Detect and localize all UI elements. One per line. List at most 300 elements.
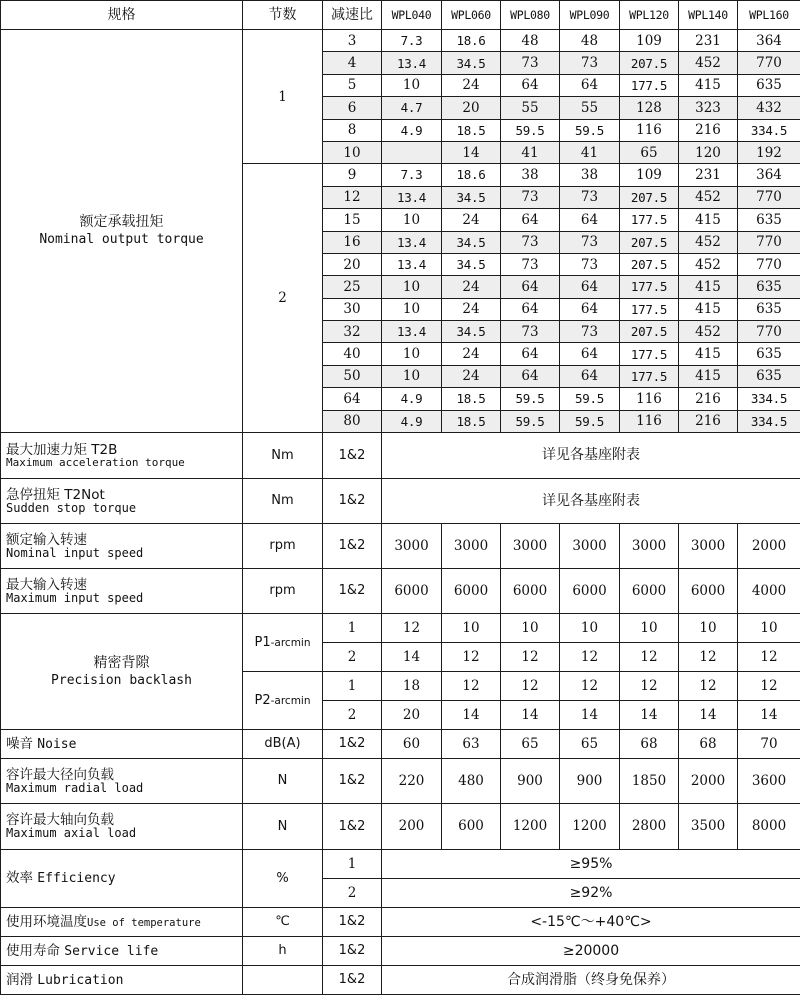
torque-ratio: 8 (323, 119, 382, 141)
axial-value: 2800 (620, 804, 679, 850)
torque-cell: 109 (620, 164, 679, 186)
torque-cell: 64 (560, 74, 620, 96)
backlash-stage: 2 (323, 701, 382, 730)
nominal-speed-value: 3000 (679, 524, 738, 569)
torque-cell: 73 (501, 186, 560, 208)
nominal-speed-unit: rpm (243, 524, 323, 569)
header-stages: 节数 (243, 1, 323, 30)
backlash-value: 14 (620, 701, 679, 730)
axial-value: 200 (382, 804, 442, 850)
accel-unit: Nm (243, 433, 323, 479)
torque-cell: 452 (679, 321, 738, 343)
torque-cell: 18.5 (442, 388, 501, 410)
temperature-row (1, 908, 800, 937)
stop-label-en: Sudden stop torque (6, 500, 137, 515)
torque-cell: 415 (679, 365, 738, 387)
torque-stage-1: 1 (243, 30, 323, 164)
max-speed-value: 6000 (501, 569, 560, 614)
torque-cell: 635 (738, 276, 800, 298)
torque-cell: 452 (679, 253, 738, 275)
torque-cell: 207.5 (620, 52, 679, 74)
torque-cell: 24 (442, 276, 501, 298)
torque-ratio: 6 (323, 97, 382, 119)
efficiency-label-en: Efficiency (37, 871, 116, 887)
torque-cell: 55 (560, 97, 620, 119)
backlash-p2-text: P2 (254, 692, 271, 708)
torque-cell: 73 (560, 231, 620, 253)
torque-cell: 635 (738, 365, 800, 387)
torque-cell: 116 (620, 388, 679, 410)
torque-cell: 41 (560, 141, 620, 163)
backlash-value: 10 (442, 614, 501, 643)
backlash-stage: 1 (323, 614, 382, 643)
max-speed-value: 6000 (442, 569, 501, 614)
header-model: WPL140 (679, 1, 738, 30)
radial-label-zh: 容许最大径向负载 (6, 766, 114, 783)
torque-label-zh: 额定承载扭矩 (79, 214, 164, 231)
torque-cell: 177.5 (620, 365, 679, 387)
torque-cell: 770 (738, 231, 800, 253)
torque-cell: 192 (738, 141, 800, 163)
backlash-stage: 1 (323, 672, 382, 701)
max-speed-value: 6000 (382, 569, 442, 614)
accel-label-en: Maximum acceleration torque (6, 455, 185, 469)
radial-value: 220 (382, 759, 442, 804)
torque-cell: 216 (679, 119, 738, 141)
torque-cell: 207.5 (620, 321, 679, 343)
torque-cell: 216 (679, 388, 738, 410)
nominal-speed-value: 3000 (620, 524, 679, 569)
nominal-speed-value: 3000 (560, 524, 620, 569)
header-model: WPL060 (442, 1, 501, 30)
torque-cell: 452 (679, 186, 738, 208)
torque-cell: 73 (501, 231, 560, 253)
axial-label-zh: 容许最大轴向负载 (6, 812, 114, 829)
torque-cell: 4.9 (382, 410, 442, 432)
torque-cell: 10 (382, 343, 442, 365)
backlash-value: 12 (501, 672, 560, 701)
torque-cell: 64 (501, 209, 560, 231)
noise-row (1, 730, 800, 759)
torque-cell: 7.3 (382, 30, 442, 52)
accel-stage: 1&2 (323, 433, 382, 479)
noise-value: 60 (382, 730, 442, 759)
accel-label-zh: 最大加速力矩 T2B (6, 441, 118, 458)
max-speed-unit: rpm (243, 569, 323, 614)
max-speed-row (1, 569, 800, 614)
torque-cell: 770 (738, 186, 800, 208)
torque-ratio: 30 (323, 298, 382, 320)
temperature-label-cell (1, 908, 243, 937)
torque-cell: 13.4 (382, 321, 442, 343)
axial-stage: 1&2 (323, 804, 382, 850)
backlash-value: 12 (679, 643, 738, 672)
nominal-speed-value: 2000 (738, 524, 800, 569)
axial-value: 3500 (679, 804, 738, 850)
torque-label-cell (1, 30, 243, 433)
torque-cell: 48 (560, 30, 620, 52)
max-speed-value: 4000 (738, 569, 800, 614)
max-speed-value: 6000 (620, 569, 679, 614)
backlash-value: 12 (679, 672, 738, 701)
torque-cell: 38 (501, 164, 560, 186)
backlash-value: 14 (442, 701, 501, 730)
torque-cell: 770 (738, 253, 800, 275)
nominal-speed-row (1, 524, 800, 569)
backlash-value: 20 (382, 701, 442, 730)
stop-value: 详见各基座附表 (382, 479, 800, 524)
torque-cell: 177.5 (620, 298, 679, 320)
torque-cell: 415 (679, 74, 738, 96)
torque-cell: 128 (620, 97, 679, 119)
header-spec: 规格 (1, 1, 243, 30)
torque-ratio: 50 (323, 365, 382, 387)
torque-cell: 64 (501, 276, 560, 298)
torque-ratio: 4 (323, 52, 382, 74)
torque-cell: 64 (560, 343, 620, 365)
nominal-speed-label-en: Nominal input speed (6, 545, 144, 560)
backlash-value: 10 (620, 614, 679, 643)
torque-cell: 34.5 (442, 231, 501, 253)
backlash-value: 12 (382, 614, 442, 643)
torque-label-en: Nominal output torque (39, 232, 204, 248)
torque-cell: 24 (442, 343, 501, 365)
backlash-value: 14 (560, 701, 620, 730)
header-model: WPL090 (560, 1, 620, 30)
torque-cell: 64 (560, 209, 620, 231)
torque-cell: 13.4 (382, 231, 442, 253)
noise-value: 63 (442, 730, 501, 759)
backlash-value: 14 (501, 701, 560, 730)
axial-value: 1200 (501, 804, 560, 850)
torque-ratio: 3 (323, 30, 382, 52)
torque-cell: 73 (501, 321, 560, 343)
axial-value: 1200 (560, 804, 620, 850)
backlash-value: 12 (442, 643, 501, 672)
torque-cell: 207.5 (620, 231, 679, 253)
backlash-value: 10 (738, 614, 800, 643)
torque-cell: 59.5 (560, 388, 620, 410)
axial-value: 600 (442, 804, 501, 850)
stop-label-cell (1, 479, 243, 524)
axial-value: 8000 (738, 804, 800, 850)
nominal-speed-label-zh: 额定输入转速 (6, 531, 87, 548)
max-speed-value: 6000 (679, 569, 738, 614)
torque-cell: 64 (501, 343, 560, 365)
torque-ratio: 5 (323, 74, 382, 96)
axial-row (1, 804, 800, 850)
noise-value: 68 (679, 730, 738, 759)
torque-cell: 65 (620, 141, 679, 163)
torque-cell: 73 (501, 253, 560, 275)
backlash-value: 14 (738, 701, 800, 730)
torque-ratio: 80 (323, 410, 382, 432)
torque-cell: 38 (560, 164, 620, 186)
torque-cell: 13.4 (382, 253, 442, 275)
max-speed-label-en: Maximum input speed (6, 590, 144, 605)
efficiency-stage: 2 (323, 879, 382, 908)
radial-stage: 1&2 (323, 759, 382, 804)
axial-label-cell (1, 804, 243, 850)
noise-value: 70 (738, 730, 800, 759)
torque-cell: 48 (501, 30, 560, 52)
noise-label-cell (1, 730, 243, 759)
life-label-en: Service life (64, 943, 159, 959)
torque-cell: 635 (738, 209, 800, 231)
torque-cell: 10 (382, 209, 442, 231)
backlash-p1-unit: -arcmin (270, 636, 311, 649)
temperature-label-zh: 使用环境温度 (6, 913, 87, 930)
torque-cell: 34.5 (442, 321, 501, 343)
torque-cell: 20 (442, 97, 501, 119)
backlash-value: 12 (620, 672, 679, 701)
torque-cell: 34.5 (442, 253, 501, 275)
torque-cell: 364 (738, 30, 800, 52)
torque-cell: 13.4 (382, 52, 442, 74)
life-value: ≥20000 (382, 937, 800, 966)
max-speed-stage: 1&2 (323, 569, 382, 614)
torque-cell: 14 (442, 141, 501, 163)
torque-cell: 18.6 (442, 164, 501, 186)
stop-unit: Nm (243, 479, 323, 524)
max-speed-value: 6000 (560, 569, 620, 614)
radial-label-cell (1, 759, 243, 804)
torque-cell: 323 (679, 97, 738, 119)
torque-cell: 207.5 (620, 253, 679, 275)
backlash-label-en: Precision backlash (51, 672, 192, 688)
torque-cell: 59.5 (560, 119, 620, 141)
torque-cell: 635 (738, 298, 800, 320)
lubrication-value: 合成润滑脂（终身免保养） (382, 966, 800, 995)
max-speed-label-zh: 最大输入转速 (6, 576, 87, 593)
torque-cell: 24 (442, 74, 501, 96)
torque-cell: 59.5 (501, 388, 560, 410)
backlash-value: 10 (501, 614, 560, 643)
torque-cell: 73 (501, 52, 560, 74)
efficiency-unit: % (243, 850, 323, 908)
torque-cell: 4.9 (382, 119, 442, 141)
torque-cell: 64 (560, 365, 620, 387)
torque-cell: 24 (442, 209, 501, 231)
torque-cell: 41 (501, 141, 560, 163)
accel-row (1, 433, 800, 479)
torque-cell: 10 (382, 365, 442, 387)
backlash-value: 10 (679, 614, 738, 643)
radial-value: 2000 (679, 759, 738, 804)
torque-cell: 7.3 (382, 164, 442, 186)
backlash-value: 12 (560, 672, 620, 701)
torque-cell: 55 (501, 97, 560, 119)
stop-row (1, 479, 800, 524)
nominal-speed-value: 3000 (501, 524, 560, 569)
torque-cell: 334.5 (738, 388, 800, 410)
torque-cell: 73 (560, 52, 620, 74)
life-stage: 1&2 (323, 937, 382, 966)
torque-cell: 4.7 (382, 97, 442, 119)
torque-cell: 18.5 (442, 119, 501, 141)
torque-cell: 34.5 (442, 186, 501, 208)
life-row (1, 937, 800, 966)
nominal-speed-label-cell (1, 524, 243, 569)
efficiency-label-zh: 效率 (6, 870, 33, 887)
lubrication-label-zh: 润滑 (6, 971, 33, 988)
backlash-value: 12 (620, 643, 679, 672)
noise-stage: 1&2 (323, 730, 382, 759)
lubrication-label-cell (1, 966, 243, 995)
life-label-cell (1, 937, 243, 966)
lubrication-stage: 1&2 (323, 966, 382, 995)
backlash-value: 12 (442, 672, 501, 701)
noise-unit: dB(A) (243, 730, 323, 759)
axial-unit: N (243, 804, 323, 850)
torque-ratio: 10 (323, 141, 382, 163)
backlash-label-zh: 精密背隙 (93, 654, 150, 671)
torque-cell: 73 (560, 186, 620, 208)
torque-cell: 415 (679, 209, 738, 231)
torque-cell: 59.5 (560, 410, 620, 432)
torque-cell: 64 (560, 298, 620, 320)
backlash-p2-unit: -arcmin (270, 694, 311, 707)
header-model: WPL160 (738, 1, 800, 30)
torque-cell: 24 (442, 365, 501, 387)
torque-cell: 18.5 (442, 410, 501, 432)
noise-value: 65 (501, 730, 560, 759)
torque-ratio: 9 (323, 164, 382, 186)
efficiency-value: ≥95% (382, 850, 800, 879)
torque-cell: 177.5 (620, 343, 679, 365)
header-ratio: 减速比 (323, 1, 382, 30)
torque-cell: 64 (501, 74, 560, 96)
nominal-speed-value: 3000 (382, 524, 442, 569)
axial-label-en: Maximum axial load (6, 826, 137, 841)
radial-value: 1850 (620, 759, 679, 804)
torque-cell: 64 (501, 365, 560, 387)
torque-ratio: 32 (323, 321, 382, 343)
backlash-value: 14 (679, 701, 738, 730)
torque-cell: 73 (560, 253, 620, 275)
backlash-p1-text: P1 (254, 634, 271, 650)
torque-cell: 334.5 (738, 119, 800, 141)
noise-value: 65 (560, 730, 620, 759)
backlash-value: 12 (738, 643, 800, 672)
torque-cell: 364 (738, 164, 800, 186)
torque-cell: 635 (738, 74, 800, 96)
radial-value: 3600 (738, 759, 800, 804)
torque-cell: 64 (501, 298, 560, 320)
torque-cell: 177.5 (620, 276, 679, 298)
torque-cell: 415 (679, 343, 738, 365)
torque-cell: 4.9 (382, 388, 442, 410)
max-speed-label-cell (1, 569, 243, 614)
nominal-speed-stage: 1&2 (323, 524, 382, 569)
torque-cell: 231 (679, 30, 738, 52)
header-row (1, 1, 800, 30)
torque-cell: 452 (679, 52, 738, 74)
backlash-value: 12 (560, 643, 620, 672)
torque-stage-2: 2 (243, 164, 323, 433)
torque-ratio: 12 (323, 186, 382, 208)
stop-stage: 1&2 (323, 479, 382, 524)
torque-cell: 770 (738, 52, 800, 74)
efficiency-label-cell (1, 850, 243, 908)
life-unit: h (243, 937, 323, 966)
backlash-value: 18 (382, 672, 442, 701)
nominal-speed-value: 3000 (442, 524, 501, 569)
backlash-p2-label (243, 672, 323, 730)
efficiency-stage: 1 (323, 850, 382, 879)
temperature-stage: 1&2 (323, 908, 382, 937)
lubrication-label-en: Lubrication (37, 972, 124, 988)
torque-cell: 415 (679, 298, 738, 320)
header-model: WPL040 (382, 1, 442, 30)
torque-cell: 432 (738, 97, 800, 119)
stop-label-zh: 急停扭矩 T2Not (6, 486, 105, 503)
backlash-value: 12 (738, 672, 800, 701)
noise-label-zh: 噪音 (6, 735, 33, 752)
backlash-row (1, 614, 800, 643)
torque-ratio: 40 (323, 343, 382, 365)
temperature-label-en: Use of temperature (87, 916, 201, 929)
torque-row (1, 30, 800, 52)
backlash-value: 14 (382, 643, 442, 672)
radial-unit: N (243, 759, 323, 804)
efficiency-value: ≥92% (382, 879, 800, 908)
radial-row (1, 759, 800, 804)
torque-cell: 116 (620, 410, 679, 432)
torque-ratio: 20 (323, 253, 382, 275)
backlash-value: 10 (560, 614, 620, 643)
torque-cell: 452 (679, 231, 738, 253)
life-label-zh: 使用寿命 (6, 942, 60, 959)
radial-value: 900 (560, 759, 620, 804)
torque-cell: 64 (560, 276, 620, 298)
torque-cell: 207.5 (620, 186, 679, 208)
lubrication-unit (243, 966, 323, 995)
temperature-value: <-15℃～+40℃> (382, 908, 800, 937)
torque-ratio: 25 (323, 276, 382, 298)
torque-cell: 10 (382, 276, 442, 298)
torque-cell: 334.5 (738, 410, 800, 432)
torque-cell: 73 (560, 321, 620, 343)
accel-label-cell (1, 433, 243, 479)
header-model: WPL120 (620, 1, 679, 30)
backlash-label-cell (1, 614, 243, 730)
torque-cell: 10 (382, 298, 442, 320)
header-model: WPL080 (501, 1, 560, 30)
torque-cell: 13.4 (382, 186, 442, 208)
torque-cell: 770 (738, 321, 800, 343)
torque-cell: 635 (738, 343, 800, 365)
backlash-stage: 2 (323, 643, 382, 672)
torque-cell: 116 (620, 119, 679, 141)
noise-value: 68 (620, 730, 679, 759)
temperature-unit: ℃ (243, 908, 323, 937)
torque-cell: 109 (620, 30, 679, 52)
radial-label-en: Maximum radial load (6, 780, 144, 795)
backlash-p1-label (243, 614, 323, 672)
lubrication-row (1, 966, 800, 995)
torque-cell: 231 (679, 164, 738, 186)
torque-cell: 34.5 (442, 52, 501, 74)
torque-cell: 10 (382, 74, 442, 96)
backlash-value: 12 (501, 643, 560, 672)
torque-cell: 216 (679, 410, 738, 432)
torque-cell: 415 (679, 276, 738, 298)
torque-ratio: 16 (323, 231, 382, 253)
torque-ratio: 15 (323, 209, 382, 231)
torque-cell (382, 141, 442, 163)
radial-value: 480 (442, 759, 501, 804)
